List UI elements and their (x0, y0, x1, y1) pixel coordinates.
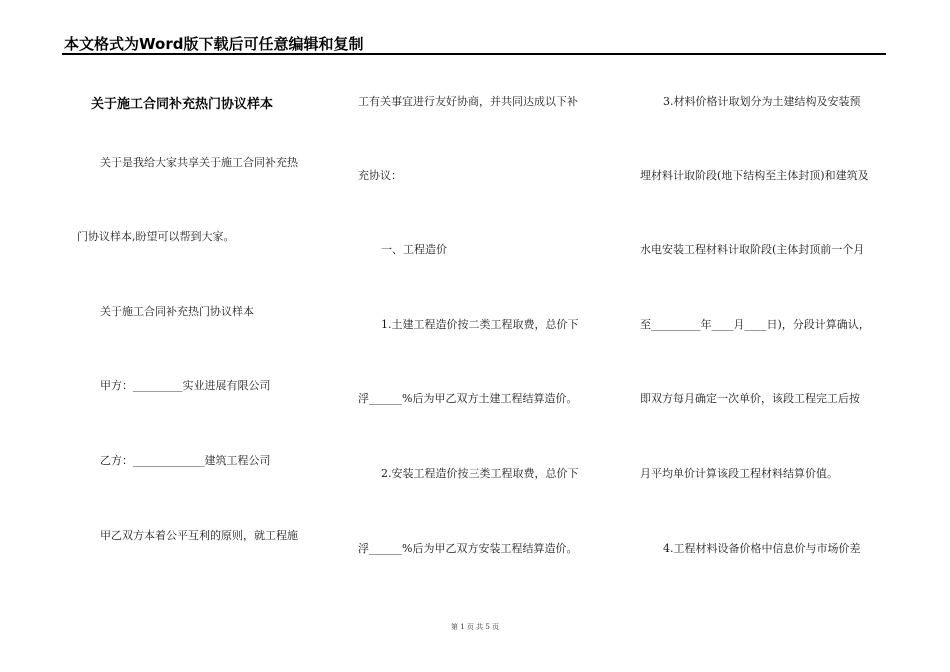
page-footer: 第 1 页 共 5 页 (450, 623, 500, 631)
document-title: 关于施工合同补充热门协议样本 (91, 97, 274, 112)
col1-line-5: 乙方：_____________建筑工程公司 (100, 454, 271, 467)
col1-line-1: 关于是我给大家共享关于施工合同补充热 (100, 156, 298, 169)
col3-line-2: 埋材料计取阶段(地下结构至主体封顶)和建筑及 (640, 169, 869, 182)
col3-line-5: 即双方每月确定一次单价，该段工程完工后按 (640, 392, 860, 405)
col3-line-7: 4.工程材料设备价格中信息价与市场价差 (663, 542, 861, 555)
col3-line-1: 3.材料价格计取划分为土建结构及安装预 (663, 95, 861, 108)
col2-line-7: 浮______%后为甲乙双方安装工程结算造价。 (358, 542, 578, 555)
col2-line-1: 工有关事宜进行友好协商，并共同达成以下补 (358, 95, 578, 108)
col2-line-3: 一、工程造价 (381, 243, 447, 256)
col2-line-2: 充协议： (358, 169, 402, 182)
col1-line-2: 门协议样本,盼望可以帮到大家。 (77, 230, 235, 243)
col2-line-6: 2.安装工程造价按三类工程取费，总价下 (381, 467, 579, 480)
col2-line-5: 浮______%后为甲乙双方土建工程结算造价。 (358, 392, 578, 405)
col2-line-4: 1.土建工程造价按二类工程取费，总价下 (381, 318, 579, 331)
col3-line-4: 至_________年____月____日)，分段计算确认， (640, 318, 870, 331)
col3-line-3: 水电安装工程材料计取阶段(主体封顶前一个月 (640, 243, 865, 256)
col1-line-3: 关于施工合同补充热门协议样本 (100, 305, 254, 318)
header-rule (62, 53, 886, 55)
col1-line-4: 甲方：_________实业进展有限公司 (100, 379, 271, 392)
col3-line-6: 月平均单价计算该段工程材料结算价值。 (640, 467, 838, 480)
col1-line-6: 甲乙双方本着公平互利的原则，就工程施 (100, 529, 298, 542)
header-title: 本文格式为Word版下载后可任意编辑和复制 (64, 35, 364, 53)
